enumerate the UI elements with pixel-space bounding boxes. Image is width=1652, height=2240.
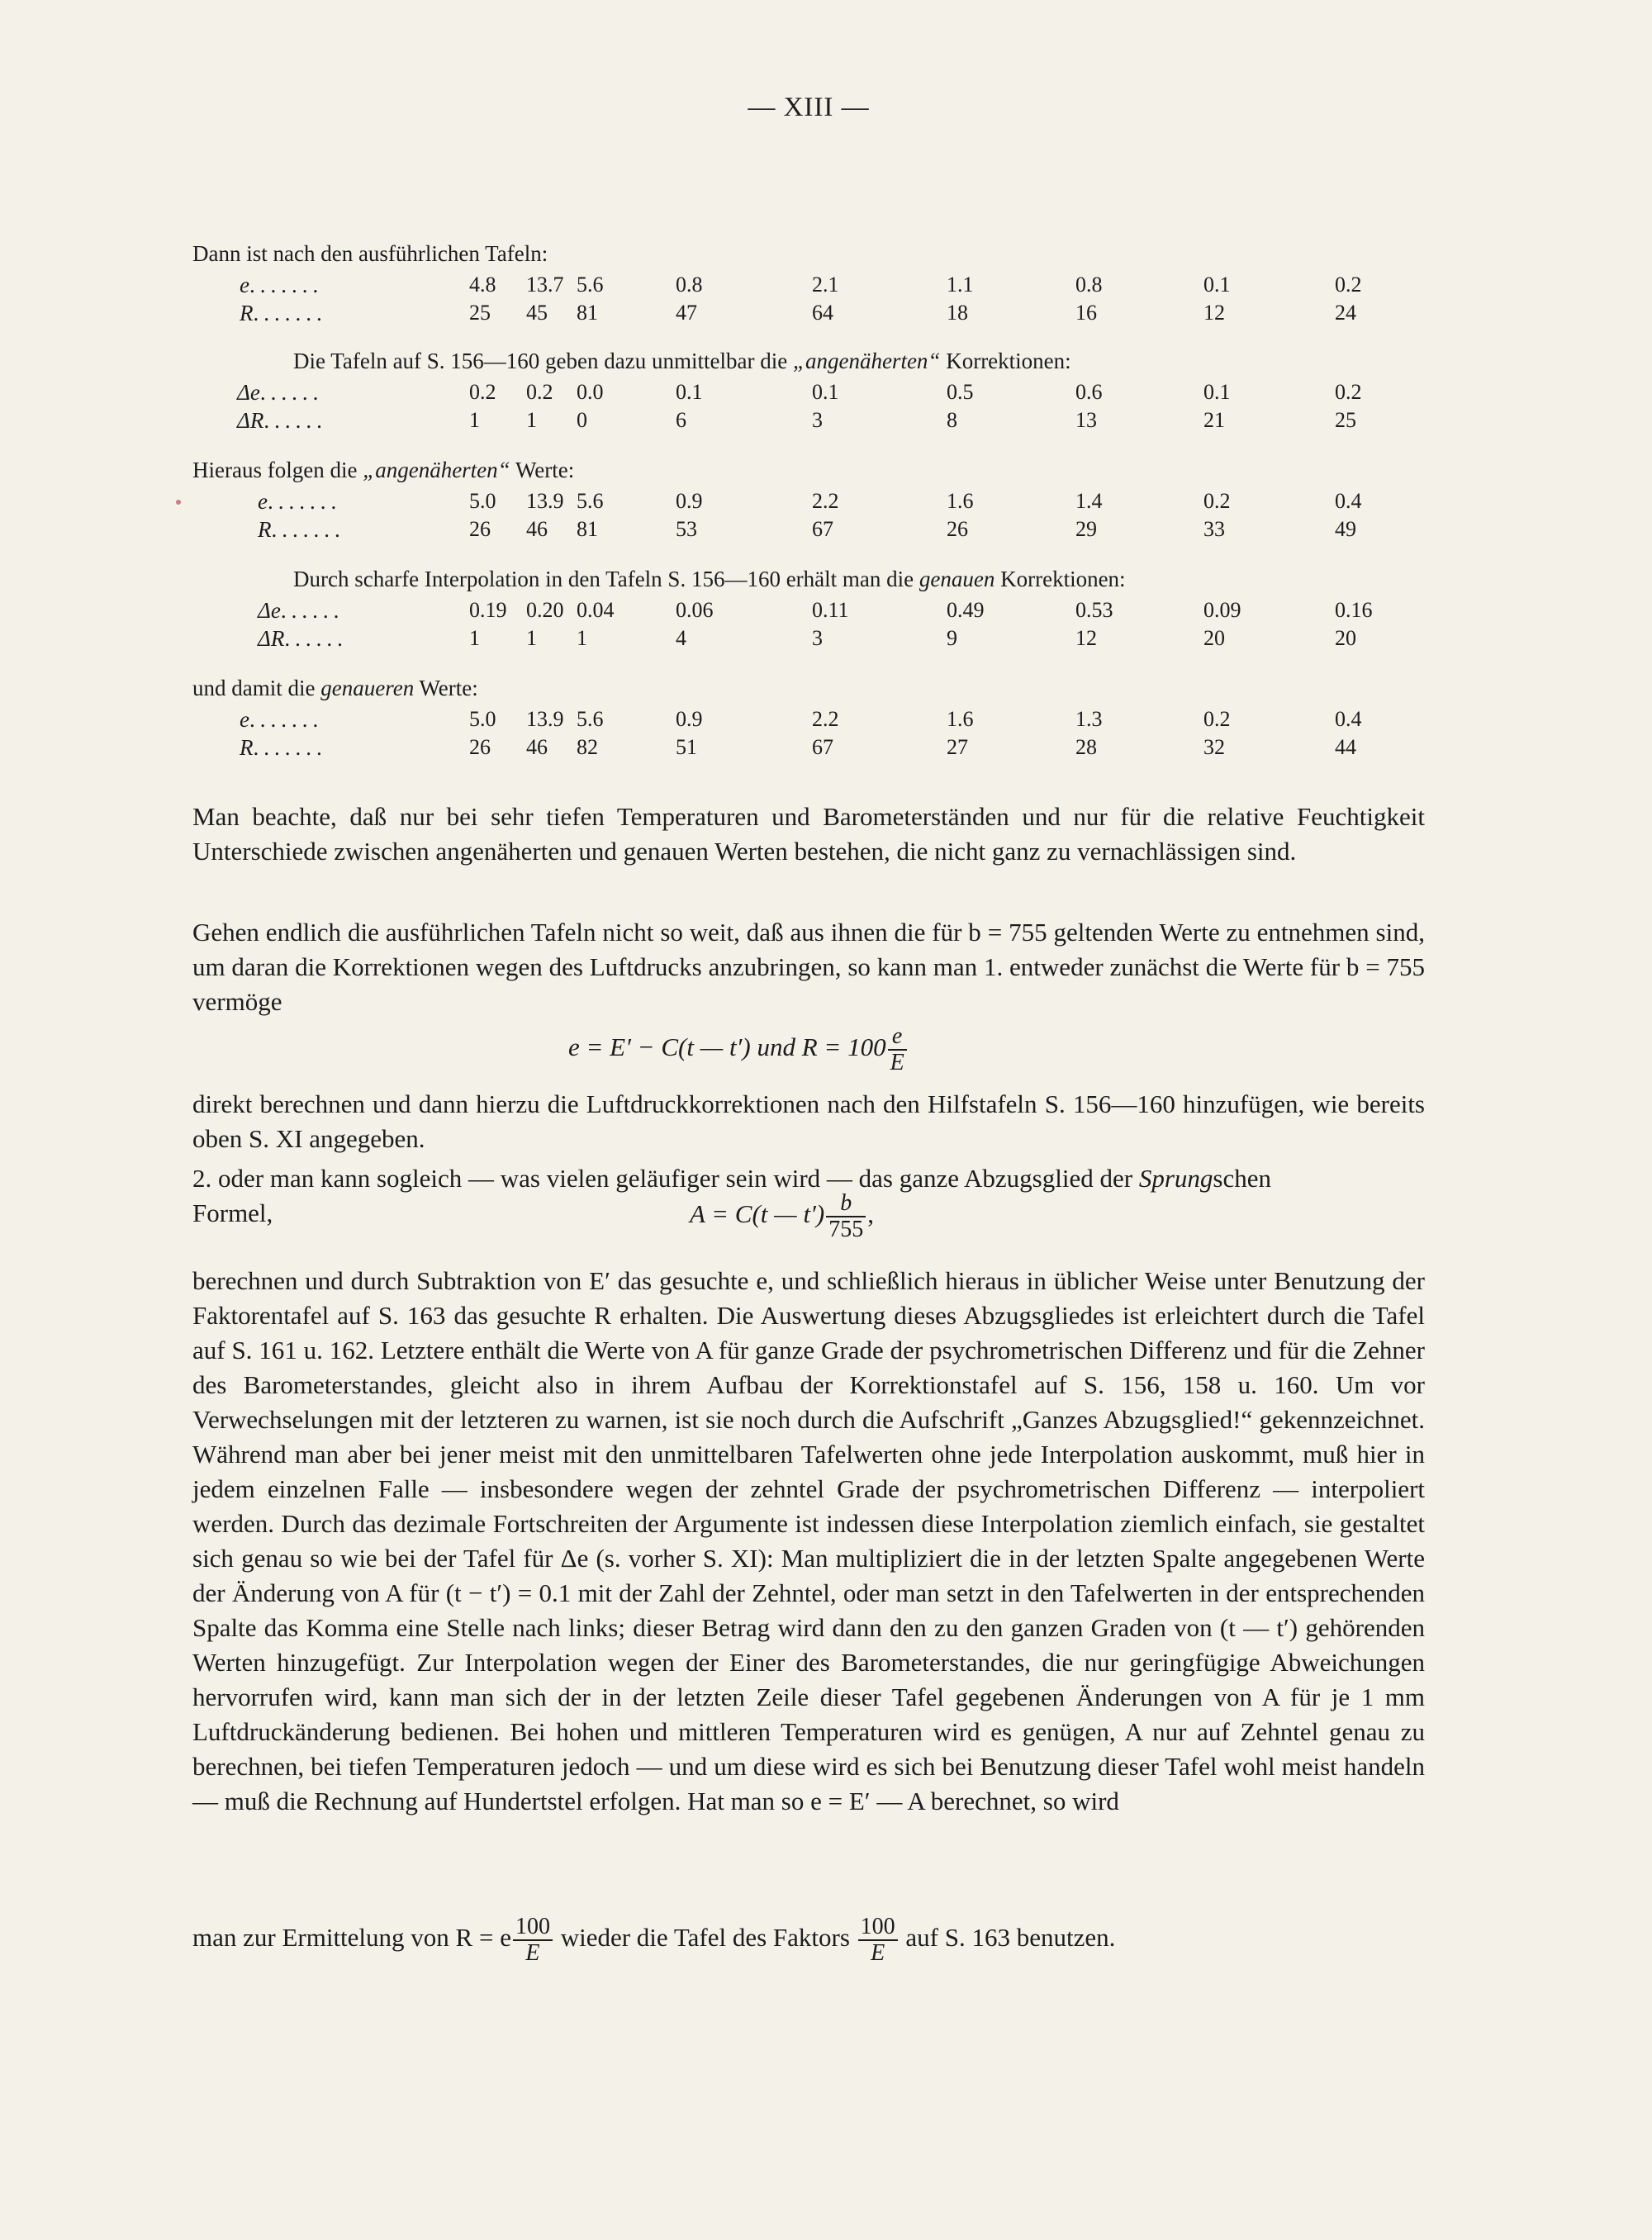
table-cell: 0.2 [1203,707,1231,731]
row-symbol: ΔR...... [237,408,327,433]
table-cell: 46 [526,735,548,759]
table-cell: 0 [577,408,587,432]
table-intro: Dann ist nach den ausführlichen Tafeln: [192,241,548,266]
table-cell: 0.4 [1335,489,1362,513]
table-cell: 0.0 [577,380,604,404]
table-cell: 0.1 [1203,273,1231,297]
table-row [0,489,1652,517]
table-cell: 1.6 [947,707,974,731]
table-cell: 8 [947,408,957,432]
table-cell: 0.1 [676,380,703,404]
table-cell: 13.9 [526,707,564,731]
table-heading-3: Hieraus folgen die „angenäherten“ Werte: [192,458,575,482]
table-cell: 49 [1335,517,1356,541]
table-cell: 5.6 [577,489,604,513]
table-cell: 29 [1075,517,1097,541]
table-cell: 5.6 [577,273,604,297]
table-cell: 0.53 [1075,598,1113,622]
table-cell: 64 [812,301,833,325]
table-row [0,707,1652,735]
table-cell: 32 [1203,735,1225,759]
table-cell: 0.2 [526,380,553,404]
page-number: — XIII — [748,93,870,122]
table-cell: 0.2 [1335,380,1362,404]
table-cell: 2.1 [812,273,839,297]
row-symbol: R....... [258,517,345,542]
table-cell: 5.0 [469,489,496,513]
formula-e-R: e = E′ − C(t — t′) und R = 100 $\frac{e}{E}$ [568,1024,909,1075]
table-cell: 0.09 [1203,598,1241,622]
table-cell: 51 [676,735,697,759]
table-cell: 1 [469,626,480,650]
table-cell: 25 [469,301,491,325]
table-cell: 20 [1203,626,1225,650]
table-cell: 20 [1335,626,1356,650]
row-symbol: Δe...... [237,380,324,405]
table-cell: 27 [947,735,968,759]
table-cell: 1 [469,408,480,432]
table-cell: 0.2 [1335,273,1362,297]
table-row [0,735,1652,763]
table-cell: 53 [676,517,697,541]
table-cell: 45 [526,301,548,325]
formula-A: A = C(t — t′) $\frac{b}{755}$ , [690,1190,874,1242]
table-cell: 0.19 [469,598,507,622]
row-symbol: e....... [240,273,324,297]
table-cell: 26 [469,517,491,541]
table-row [0,598,1652,626]
table-cell: 33 [1203,517,1225,541]
table-cell: 1 [526,408,537,432]
table-cell: 13.7 [526,273,564,297]
table-cell: 0.20 [526,598,564,622]
table-cell: 1 [526,626,537,650]
table-cell: 0.5 [947,380,974,404]
table-cell: 0.8 [1075,273,1103,297]
table-cell: 46 [526,517,548,541]
final-line: man zur Ermittelung von R = e $\frac{100}{E}$ wieder die Tafel des Faktors $\frac{100}{E}$ auf S. 163 benutzen. [192,1914,1116,1966]
table-cell: 5.0 [469,707,496,731]
table-cell: 26 [469,735,491,759]
table-cell: 0.06 [676,598,714,622]
table-cell: 28 [1075,735,1097,759]
table-row [0,301,1652,329]
table-cell: 0.2 [469,380,496,404]
row-symbol: R....... [240,735,327,760]
table-cell: 12 [1203,301,1225,325]
table-cell: 44 [1335,735,1356,759]
table-cell: 0.1 [812,380,839,404]
table-cell: 2.2 [812,489,839,513]
table-row [0,626,1652,654]
table-cell: 67 [812,735,833,759]
table-row [0,380,1652,408]
table-heading-4: Durch scharfe Interpolation in den Tafeln S. 156—160 erhält man die genauen Korrektionen: [293,567,1126,591]
table-cell: 25 [1335,408,1356,432]
table-cell: 1.1 [947,273,974,297]
table-cell: 0.4 [1335,707,1362,731]
table-cell: 47 [676,301,697,325]
row-symbol: e....... [258,489,342,514]
table-cell: 1.4 [1075,489,1103,513]
table-row [0,408,1652,436]
table-cell: 0.9 [676,489,703,513]
table-cell: 16 [1075,301,1097,325]
table-row [0,517,1652,545]
table-cell: 21 [1203,408,1225,432]
table-cell: 13 [1075,408,1097,432]
table-cell: 67 [812,517,833,541]
table-cell: 81 [577,301,598,325]
table-cell: 24 [1335,301,1356,325]
table-cell: 0.11 [812,598,849,622]
table-cell: 0.8 [676,273,703,297]
table-cell: 1.3 [1075,707,1103,731]
table-row [0,273,1652,301]
row-symbol: e....... [240,707,324,732]
table-cell: 0.6 [1075,380,1103,404]
table-cell: 4 [676,626,686,650]
table-heading-2: Die Tafeln auf S. 156—160 geben dazu unmittelbar die „angenäherten“ Korrektionen: [293,349,1071,373]
table-cell: 1 [577,626,587,650]
table-cell: 13.9 [526,489,564,513]
table-cell: 0.16 [1335,598,1373,622]
row-symbol: R....... [240,301,327,325]
table-cell: 0.2 [1203,489,1231,513]
table-cell: 2.2 [812,707,839,731]
paragraph-4: 2. oder man kann sogleich — was vielen geläufiger sein wird — das ganze Abzugsglied der Sprungschen Formel, [192,1164,1271,1227]
paragraph-5: berechnen und durch Subtraktion von E′ das gesuchte e, und schließlich hieraus in üblicher Weise unter Benutzung der Faktorentafel auf S. 163 das gesuchte R erhalten. Die Auswertung dieses Abzugsgliedes ist erleichtert durch die Tafel auf S. 161 u. 162. Letztere enthält die Werte von A für ganze Grade der psychrometrischen Differenz und für die Zehner des Barometerstandes, gleicht also in ihrem Aufbau der Korrektionstafel auf S. 156, 158 u. 160. Um vor Verwechselungen mit der letzteren zu warnen, ist sie noch durch die Aufschrift „Ganzes Abzugsglied!“ gekennzeichnet. Während man aber bei jener meist mit den unmittelbaren Tafelwerten ohne jede Interpolation auskommt, muß hier in jedem einzelnen Falle — insbesondere wegen der zehntel Grade der psychrometrischen Differenz — interpoliert werden. Durch das dezimale Fortschreiten der Argumente ist indessen diese Interpolation ziemlich einfach, sie gestaltet sich genau so wie bei der Tafel für Δe (s. vorher S. XI): Man multipliziert die in der letzten Spalte angegebenen Werte der Änderung von A für (t − t′) = 0.1 mit der Zahl der Zehntel, oder man setzt in den Tafelwerten in der entsprechenden Spalte das Komma eine Stelle nach links; dieser Betrag wird dann den zu den ganzen Graden von (t — t′) gehörenden Werten hinzugefügt. Zur Interpolation wegen der Einer des Barometerstandes, die nur geringfügige Abweichungen hervorrufen wird, kann man sich der in der letzten Zeile dieser Tafel gegebenen Änderungen von A für je 1 mm Luftdruckänderung bedienen. Bei hohen und mittleren Temperaturen wird es genügen, A nur auf Zehntel genau zu berechnen, bei tiefen Temperaturen jedoch — und um diese wird es sich bei Benutzung dieser Tafel wohl meist handeln — muß die Rechnung auf Hundertstel erfolgen. Hat man so e = E′ — A berechnet, so wird [192,1266,1425,1815]
table-cell: 0.49 [947,598,985,622]
table-heading-5: und damit die genaueren Werte: [192,676,478,700]
table-cell: 0.1 [1203,380,1231,404]
row-symbol: ΔR...... [258,626,348,651]
table-cell: 6 [676,408,686,432]
table-cell: 81 [577,517,598,541]
paragraph-1: Man beachte, daß nur bei sehr tiefen Temperaturen und Barometerständen und nur für die relative Feuchtigkeit Unterschiede zwischen angenäherten und genauen Werten bestehen, die nicht ganz zu vernachlässigen sind. [192,802,1425,866]
table-cell: 18 [947,301,968,325]
table-cell: 3 [812,408,823,432]
row-symbol: Δe...... [258,598,344,623]
table-cell: 3 [812,626,823,650]
paragraph-3: direkt berechnen und dann hierzu die Luftdruckkorrektionen nach den Hilfstafeln S. 156—160 hinzufügen, wie bereits oben S. XI angegeben. [192,1089,1425,1153]
table-cell: 0.04 [577,598,615,622]
table-cell: 0.9 [676,707,703,731]
table-cell: 1.6 [947,489,974,513]
table-cell: 4.8 [469,273,496,297]
table-cell: 26 [947,517,968,541]
table-cell: 82 [577,735,598,759]
table-cell: 12 [1075,626,1097,650]
paragraph-2: Gehen endlich die ausführlichen Tafeln nicht so weit, daß aus ihnen die für b = 755 geltenden Werte zu entnehmen sind, um daran die Korrektionen wegen des Luftdrucks anzubringen, so kann man 1. entweder zunächst die Werte für b = 755 vermöge [192,918,1425,1016]
table-cell: 5.6 [577,707,604,731]
table-cell: 9 [947,626,957,650]
